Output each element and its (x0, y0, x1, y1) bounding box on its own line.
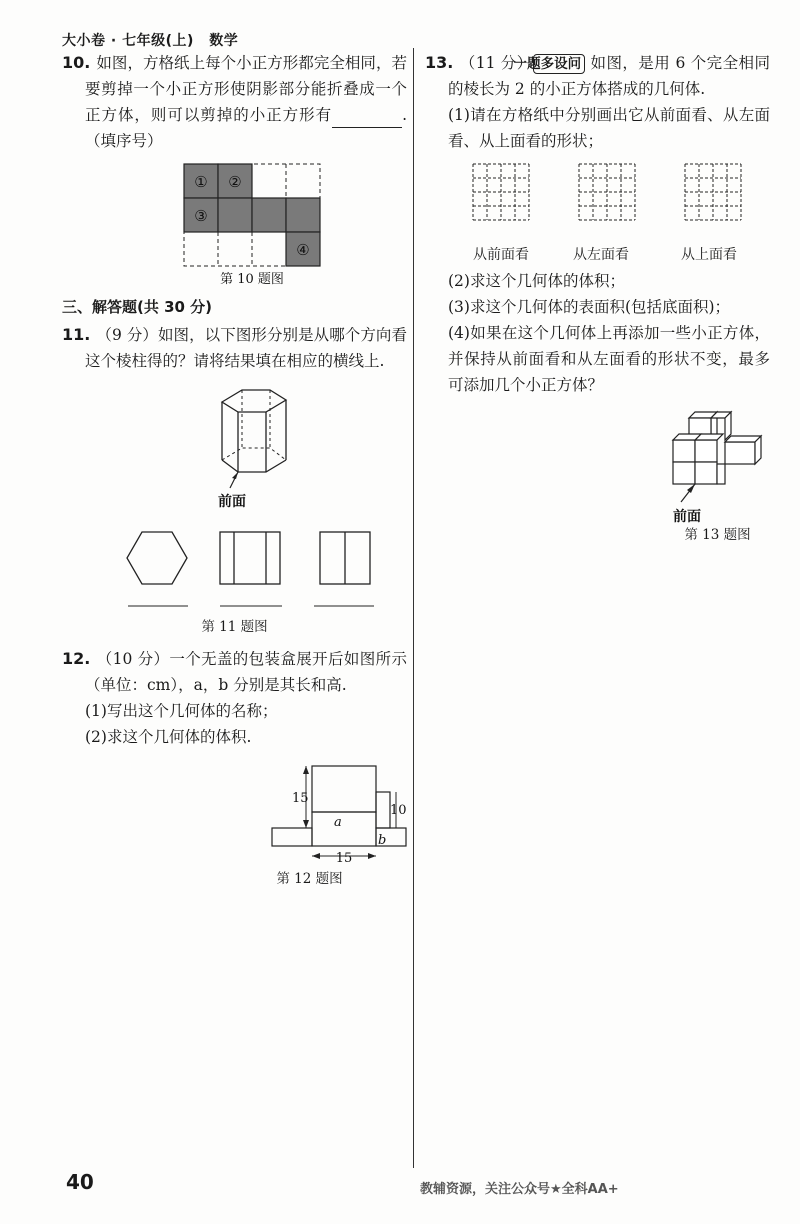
question-13 (425, 50, 770, 548)
dim-bottom: 15 (335, 851, 353, 866)
question-10-text: 10. 如图，方格纸上每个小正方形都完全相同，若要剪掉一个小正方形使阴影部分能折叠成一个正方体，则可以剪掉的小正方形有 .（填序号） (62, 53, 407, 150)
view-grid-1[interactable] (473, 164, 529, 220)
question-11-text: 11. （9 分）如图，以下图形分别是从哪个方向看这个棱柱得的？请将结果填在相应的横线上. (62, 325, 407, 370)
column-divider (413, 48, 414, 1168)
net-figure-12 (62, 756, 407, 866)
figure-12-caption: 第 12 题图 (276, 871, 343, 887)
dim-right: 10 (390, 803, 407, 818)
cell-label-4: ④ (296, 241, 310, 259)
front-label-13: 前面 (673, 509, 701, 525)
view-label-left: 从左面看 (573, 247, 629, 263)
label-a: a (334, 815, 342, 830)
view-grids (425, 158, 770, 244)
cell-label-3: ③ (194, 207, 208, 225)
left-column (62, 50, 407, 892)
view-label-front: 从前面看 (473, 247, 529, 263)
right-column (425, 50, 770, 548)
question-number: 12. (62, 649, 91, 668)
question-12-text: 12. （10 分）一个无盖的包装盒展开后如图所示（单位：cm），a，b 分别是其长和高. (62, 649, 407, 694)
cubes-figure-13 (425, 406, 770, 528)
side-view-rect (320, 532, 370, 584)
multi-question-tag: 一题多设问 (533, 54, 586, 74)
answer-blank[interactable] (332, 109, 402, 128)
prism-figure-11 (62, 378, 407, 618)
view-labels (425, 244, 770, 266)
page-number: 40 (66, 1170, 94, 1194)
footer-watermark: 教辅资源，关注公众号★全科AA+ (420, 1182, 619, 1197)
question-12-part-1: (1)写出这个几何体的名称； (85, 702, 278, 720)
subject-label: 数学 (209, 33, 239, 49)
book-title: 大小卷 · 七年级(上) (62, 33, 194, 49)
dim-left: 15 (292, 791, 309, 806)
front-view-rect (220, 532, 280, 584)
cell-label-2: ② (228, 173, 242, 191)
figure-10-caption: 第 10 题图 (220, 272, 284, 287)
section-3-title: 三、解答题(共 30 分) (62, 298, 213, 316)
question-number: 10. (62, 53, 91, 72)
cell-label-1: ① (194, 173, 208, 191)
question-11 (62, 322, 407, 640)
question-13-text: 13. （11 分）一题多设问 如图，是用 6 个完全相同的棱长为 2 的小正方体搭成的几何体. (425, 53, 770, 98)
question-13-part-3: (3)求这个几何体的表面积(包括底面积)； (448, 298, 731, 316)
view-label-top: 从上面看 (681, 247, 737, 263)
view-grid-3[interactable] (685, 164, 741, 220)
view-grid-2[interactable] (579, 164, 635, 220)
label-b: b (378, 833, 387, 848)
figure-11-caption: 第 11 题图 (201, 619, 268, 635)
question-10 (62, 50, 407, 288)
question-13-part-2: (2)求这个几何体的体积； (448, 272, 625, 290)
grid-figure-10 (62, 158, 407, 288)
figure-13-caption: 第 13 题图 (684, 527, 751, 543)
question-13-part-4: (4)如果在这个几何体上再添加一些小正方体，并保持从前面看和从左面看的形状不变，最多可添加几个小正方体？ (448, 324, 770, 394)
question-13-part-1: (1)请在方格纸中分别画出它从前面看、从左面看、从上面看的形状； (448, 106, 770, 150)
question-number: 13. (425, 53, 454, 72)
question-12-part-2: (2)求这个几何体的体积. (85, 728, 252, 746)
hexagon-view (127, 532, 187, 584)
page-header (62, 30, 248, 50)
question-number: 11. (62, 325, 91, 344)
front-label-11: 前面 (218, 494, 246, 510)
question-12 (62, 646, 407, 892)
